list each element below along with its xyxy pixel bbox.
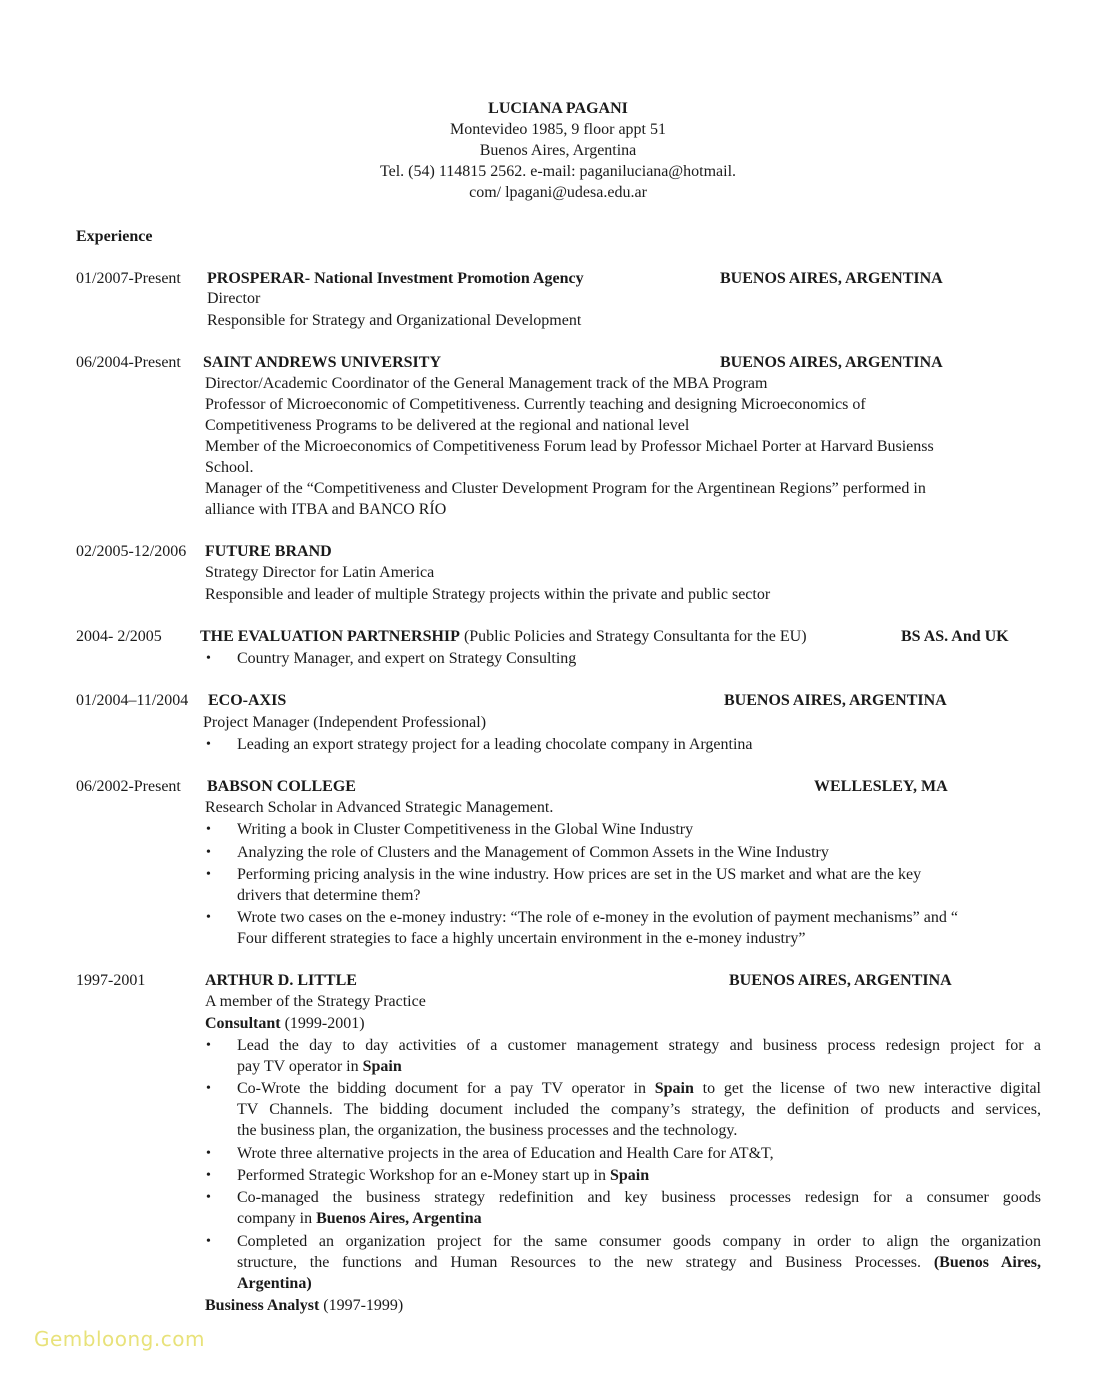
bullet-text [237, 1208, 482, 1229]
bullet-text: drivers that determine them? [237, 887, 421, 904]
bullet-icon: • [206, 1081, 211, 1096]
role-title: Business Analyst [205, 1297, 320, 1314]
bullet-text-bold: Spain [362, 1058, 402, 1075]
contact-line-1: Tel. (54) 114815 2562. e-mail: paganiluciana@hotmail. [379, 163, 737, 180]
bullet-text [237, 1078, 1041, 1099]
bullet-text: Leading an export strategy project for a leading chocolate company in Argentina [237, 736, 753, 753]
bullet-text: Country Manager, and expert on Strategy Consulting [237, 650, 577, 667]
job-org-desc: (Public Policies and Strategy Consultanta for the EU) [459, 628, 807, 645]
bullet-icon: • [206, 1146, 211, 1161]
bullet-text-bold: Spain [610, 1167, 650, 1184]
bullet-text-part: Co-Wrote the bidding document for a pay TV operator in [237, 1080, 655, 1097]
job-location: BUENOS AIRES, ARGENTINA [724, 692, 947, 709]
role-title: Consultant [205, 1015, 281, 1032]
job-dates: 1997-2001 [76, 972, 146, 989]
bullet-text: the business plan, the organization, the business processes and the technology. [237, 1122, 738, 1139]
job-line: Strategy Director for Latin America [205, 564, 435, 581]
job-org: ARTHUR D. LITTLE [205, 972, 357, 989]
bullet-icon: • [206, 845, 211, 860]
job-org: BABSON COLLEGE [207, 778, 356, 795]
bullet-text: Writing a book in Cluster Competitiveness in the Global Wine Industry [237, 821, 694, 838]
job-location: WELLESLEY, MA [814, 778, 948, 795]
bullet-text-bold: Argentina) [237, 1275, 312, 1292]
job-dates: 01/2004–11/2004 [76, 692, 189, 709]
address-line-1: Montevideo 1985, 9 floor appt 51 [450, 121, 666, 138]
bullet-icon: • [206, 867, 211, 882]
bullet-text: Wrote two cases on the e-money industry: “The role of e-money in the evolution of payment mechanisms” and “ [237, 909, 958, 926]
job-org: FUTURE BRAND [205, 543, 332, 560]
job-line: Director [207, 290, 261, 307]
job-dates: 2004- 2/2005 [76, 628, 162, 645]
job-line: A member of the Strategy Practice [205, 993, 426, 1010]
resume-name: LUCIANA PAGANI [488, 100, 628, 117]
contact-line-2: com/ lpagani@udesa.edu.ar [469, 184, 647, 201]
job-line: Member of the Microeconomics of Competitiveness Forum lead by Professor Michael Porter at Harvard Busienss [205, 438, 934, 455]
bullet-icon: • [206, 822, 211, 837]
job-org-line [200, 626, 807, 647]
job-dates: 06/2004-Present [76, 354, 181, 371]
bullet-text: Co-managed the business strategy redefinition and key business processes redesign for a consumer goods [237, 1189, 1041, 1206]
bullet-icon: • [206, 1234, 211, 1249]
bullet-text-part: company in [237, 1210, 317, 1227]
address-line-2: Buenos Aires, Argentina [479, 142, 637, 159]
job-dates: 06/2002-Present [76, 778, 181, 795]
bullet-icon: • [206, 1190, 211, 1205]
bullet-text-part: pay TV operator in [237, 1058, 363, 1075]
bullet-text: Wrote three alternative projects in the area of Education and Health Care for AT&T, [237, 1145, 774, 1162]
bullet-icon: • [206, 1168, 211, 1183]
role-years: (1997-1999) [319, 1297, 404, 1314]
job-location: BS AS. And UK [901, 628, 1009, 645]
job-line: School. [205, 459, 254, 476]
bullet-text-part: to get the license of two new interactive digital [693, 1080, 1041, 1097]
job-line: Responsible for Strategy and Organizational Development [207, 312, 582, 329]
bullet-text: Analyzing the role of Clusters and the Management of Common Assets in the Wine Industry [237, 844, 829, 861]
bullet-text [237, 1056, 402, 1077]
bullet-icon: • [206, 910, 211, 925]
job-org: THE EVALUATION PARTNERSHIP [200, 628, 460, 645]
job-org: SAINT ANDREWS UNIVERSITY [203, 354, 441, 371]
watermark: Gembloong.com [34, 1327, 205, 1351]
job-line: alliance with ITBA and BANCO RÍO [205, 501, 447, 518]
job-dates: 02/2005-12/2006 [76, 543, 187, 560]
role-line [205, 1295, 403, 1316]
bullet-text-bold: Buenos Aires, Argentina [316, 1210, 482, 1227]
bullet-text-part: Performed Strategic Workshop for an e-Money start up in [237, 1167, 610, 1184]
job-line: Research Scholar in Advanced Strategic Management. [205, 799, 554, 816]
job-location: BUENOS AIRES, ARGENTINA [720, 270, 943, 287]
job-dates: 01/2007-Present [76, 270, 181, 287]
job-line: Professor of Microeconomic of Competitiveness. Currently teaching and designing Microeconomics of [205, 396, 866, 413]
job-org: PROSPERAR- National Investment Promotion Agency [207, 270, 584, 287]
job-location: BUENOS AIRES, ARGENTINA [729, 972, 952, 989]
role-line [205, 1013, 365, 1034]
bullet-text: Completed an organization project for the same consumer goods company in order to align the organization [237, 1233, 1041, 1250]
job-org: ECO-AXIS [208, 692, 287, 709]
bullet-icon: • [206, 737, 211, 752]
job-line: Project Manager (Independent Professional) [203, 714, 487, 731]
bullet-text-bold: Spain [654, 1080, 694, 1097]
bullet-text [237, 1252, 1041, 1273]
job-line: Director/Academic Coordinator of the General Management track of the MBA Program [205, 375, 768, 392]
bullet-text: TV Channels. The bidding document included the company’s strategy, the definition of products and services, [237, 1101, 1041, 1118]
bullet-text [237, 1165, 649, 1186]
section-title-experience: Experience [76, 228, 153, 245]
bullet-text-part: structure, the functions and Human Resources to the new strategy and Business Processes. [237, 1254, 934, 1271]
role-years: (1999-2001) [280, 1015, 365, 1032]
bullet-text: Lead the day to day activities of a customer management strategy and business process redesign project for a [237, 1037, 1041, 1054]
bullet-text: Four different strategies to face a highly uncertain environment in the e-money industry” [237, 930, 806, 947]
bullet-text: Performing pricing analysis in the wine industry. How prices are set in the US market and what are the key [237, 866, 922, 883]
bullet-icon: • [206, 651, 211, 666]
job-line: Competitiveness Programs to be delivered at the regional and national level [205, 417, 690, 434]
job-location: BUENOS AIRES, ARGENTINA [720, 354, 943, 371]
job-line: Manager of the “Competitiveness and Cluster Development Program for the Argentinean Regions” performed in [205, 480, 926, 497]
bullet-text-bold: (Buenos Aires, [933, 1254, 1041, 1271]
bullet-icon: • [206, 1038, 211, 1053]
job-line: Responsible and leader of multiple Strategy projects within the private and public sector [205, 586, 771, 603]
